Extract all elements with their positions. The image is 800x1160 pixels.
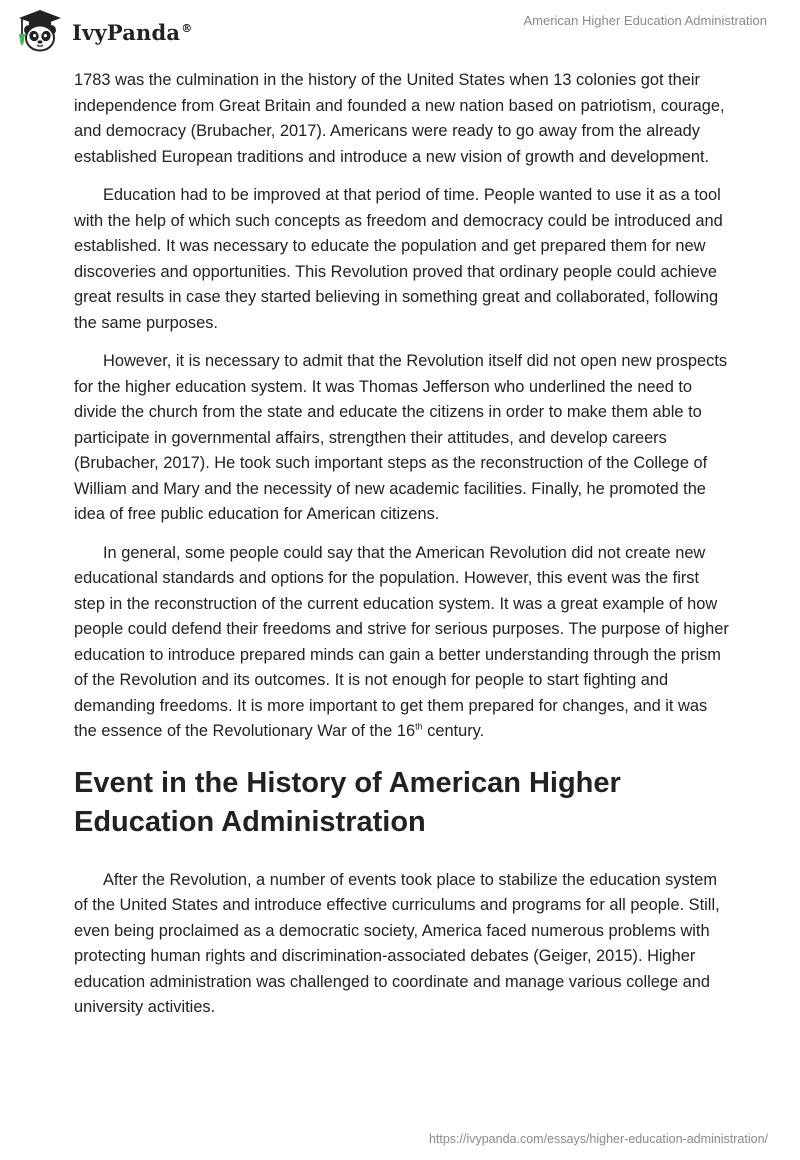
paragraph-4-end: century. xyxy=(422,722,485,740)
paragraph-5: After the Revolution, a number of events took place to stabilize the education system of the United States and introduce effective curriculums and programs for all people. Still, even being proclaimed as a democratic society, America faced numerous problems with protecting human rights and discrimination-associated debates (Geiger, 2015). Higher education administration was challenged to coordinate and manage various college and university activities. xyxy=(74,870,720,1016)
panda-graduate-icon xyxy=(14,9,66,53)
paragraph-3: However, it is necessary to admit that the Revolution itself did not open new prospects for the higher education system. It was Thomas Jefferson who underlined the need to divide the church from the state and educate the citizens in order to make them able to participate in governmental affairs, strengthen their attitudes, and develop careers (Brubacher, 2017). He took such important steps as the reconstruction of the College of William and Mary and the necessity of new academic facilities. Finally, he promoted the idea of free public education for American citizens. xyxy=(74,352,728,523)
registered-mark: ® xyxy=(181,21,193,35)
source-url[interactable]: https://ivypanda.com/essays/higher-education-administration/ xyxy=(428,1132,768,1146)
document-title: American Higher Education Administration xyxy=(523,13,767,28)
paragraph-2: Education had to be improved at that period of time. People wanted to use it as a tool with the help of which such concepts as freedom and democracy could be introduced and established. It was necessary to educate the population and get prepared them for new discoveries and opportunities. This Revolution proved that ordinary people could achieve great results in case they started believing in something great and collaborated, following the same purposes. xyxy=(74,186,723,332)
page-header xyxy=(0,0,800,60)
ordinal-suffix: th xyxy=(415,721,423,732)
paragraph-4 xyxy=(74,541,734,745)
paragraph-1: 1783 was the culmination in the history of the United States when 13 colonies got their independence from Great Britain and founded a new nation based on patriotism, courage, and democracy (Brubacher, 2017). Americans were ready to go away from the already established European traditions and introduce a new vision of growth and development. xyxy=(74,71,725,166)
paragraph-4-text: In general, some people could say that the American Revolution did not create new educational standards and options for the population. However, this event was the first step in the reconstruction of the current education system. It was a great example of how people could defend their freedoms and strive for serious purposes. The purpose of higher education to introduce prepared minds can gain a better understanding through the prism of the Revolution and its outcomes. It is not enough for people to start fighting and demanding freedoms. It is more important to get them prepared for changes, and it was the essence of the Revolutionary War of the 16 xyxy=(74,543,729,740)
section-heading: Event in the History of American Higher Education Administration xyxy=(74,766,621,838)
brand-name: IvyPanda® xyxy=(72,19,193,45)
brand-logo[interactable] xyxy=(14,9,192,53)
essay-body xyxy=(74,68,734,1034)
